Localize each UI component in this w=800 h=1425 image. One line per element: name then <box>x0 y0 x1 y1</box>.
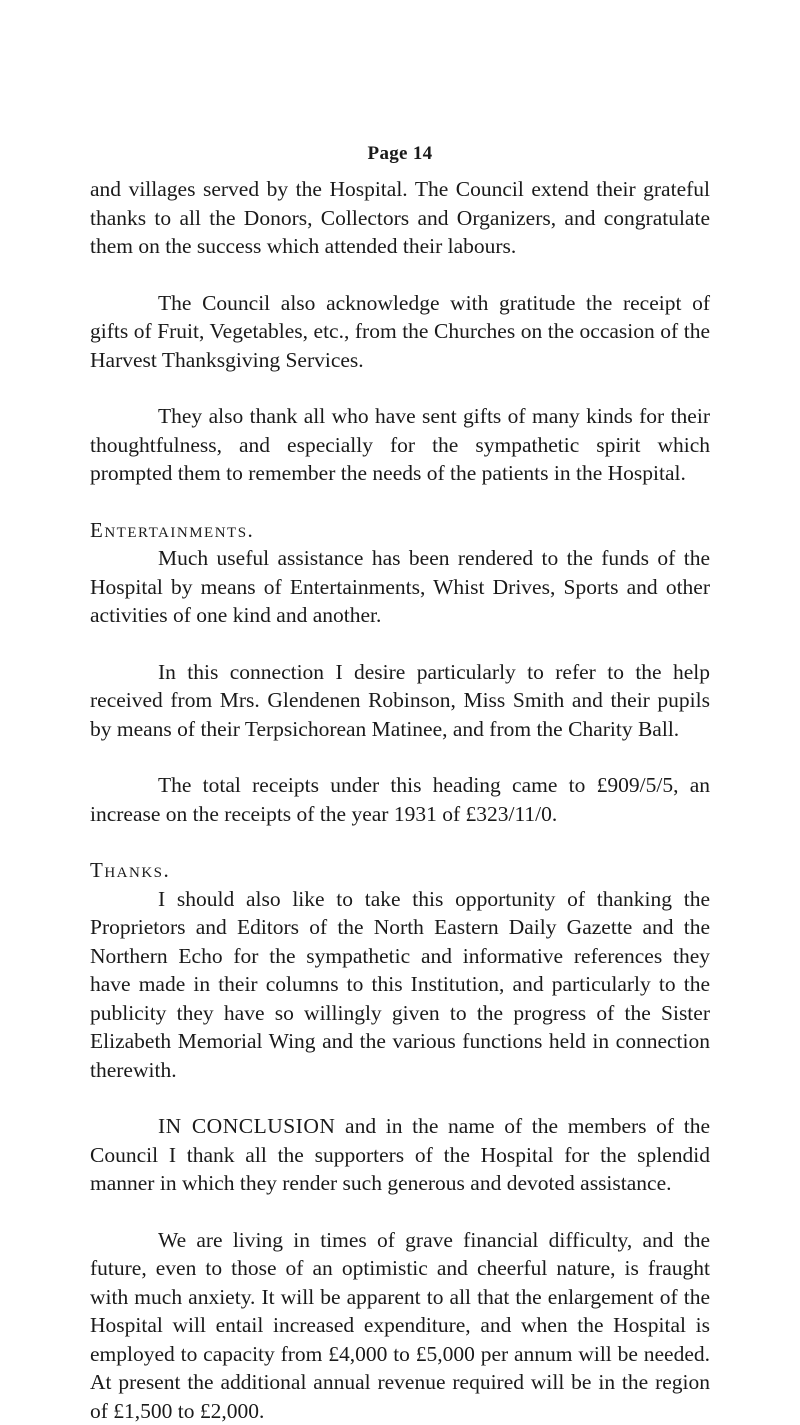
section-heading-entertainments: Entertainments. <box>90 516 710 545</box>
page-number: Page 14 <box>0 143 800 165</box>
paragraph-total-receipts: The total receipts under this heading came to £909/5/5, an increase on the receipts of the year 1931 of £323/11/0. <box>90 771 710 828</box>
paragraph-donors: and villages served by the Hospital. The Council extend their grateful thanks to all the Donors, Collectors and Organizers, and congratulate them on the success which attended their labours. <box>90 175 710 261</box>
conclusion-text: and in the name of the members of the Council I thank all the supporters of the Hospital for the splendid manner in which they render such generous and devoted assistance. <box>90 1114 710 1195</box>
paragraph-press-thanks: I should also like to take this opportunity of thanking the Proprietors and Editors of the North Eastern Daily Gazette and the Northern Echo for the sympathetic and informative references they have made in their columns to this Institution, and particularly to the publicity they have so willingly given to the progress of the Sister Elizabeth Memorial Wing and the various functions held in connection therewith. <box>90 885 710 1085</box>
document-body <box>90 175 710 1425</box>
paragraph-conclusion <box>90 1112 710 1198</box>
paragraph-gifts-thanks: They also thank all who have sent gifts of many kinds for their thoughtfulness, and especially for the sympathetic spirit which prompted them to remember the needs of the patients in the Hospital. <box>90 402 710 488</box>
paragraph-financial-outlook: We are living in times of grave financial difficulty, and the future, even to those of an optimistic and cheerful nature, is fraught with much anxiety. It will be apparent to all that the enlargement of the Hospital will entail increased expenditure, and when the Hospital is employed to capacity from £4,000 to £5,000 per annum will be needed. At present the additional annual revenue required will be in the region of £1,500 to £2,000. <box>90 1226 710 1425</box>
conclusion-lead: IN CONCLUSION <box>158 1114 335 1138</box>
paragraph-harvest-gifts: The Council also acknowledge with gratitude the receipt of gifts of Fruit, Vegetables, etc., from the Churches on the occasion of the Harvest Thanksgiving Services. <box>90 289 710 375</box>
paragraph-connection: In this connection I desire particularly to refer to the help received from Mrs. Glendenen Robinson, Miss Smith and their pupils by means of their Terpsichorean Matinee, and from the Charity Ball. <box>90 658 710 744</box>
paragraph-entertainments: Much useful assistance has been rendered to the funds of the Hospital by means of Entertainments, Whist Drives, Sports and other activities of one kind and another. <box>90 544 710 630</box>
section-heading-thanks: Thanks. <box>90 856 710 885</box>
